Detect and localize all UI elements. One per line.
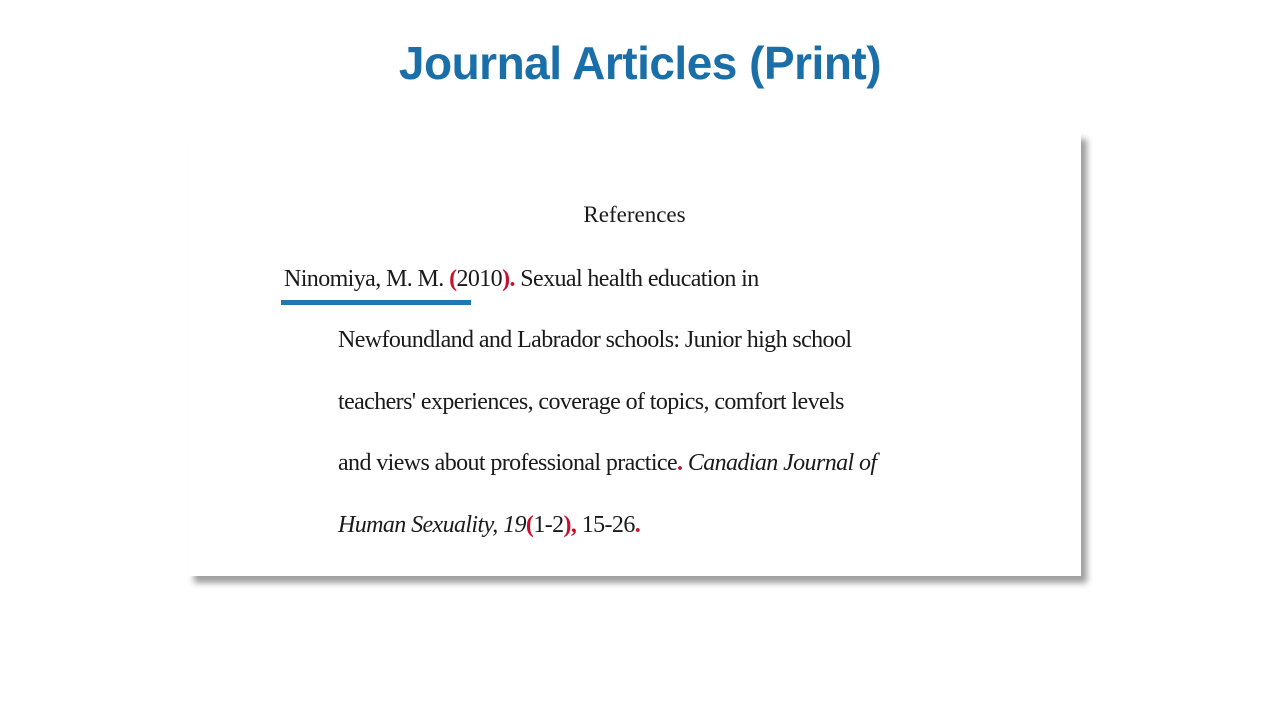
page-range: 15-26 (576, 512, 635, 538)
author-underline (281, 300, 471, 305)
title-period: . (677, 450, 683, 476)
journal-name-end: Human Sexuality, (338, 512, 504, 538)
citation-line-3: teachers' experiences, coverage of topics, comfort levels (338, 389, 844, 415)
issue-number: 1-2 (533, 512, 564, 538)
issue-open-paren: ( (525, 512, 534, 538)
issue-close-paren: ), (563, 512, 577, 538)
citation-line-5 (338, 512, 640, 539)
article-title-end: and views about professional practice (338, 450, 678, 476)
year-open-paren: ( (449, 266, 457, 292)
journal-name-start: Canadian Journal of (682, 450, 877, 476)
citation-line-4 (338, 450, 876, 477)
final-period: . (634, 512, 641, 538)
citation-author: Ninomiya, M. M. (284, 266, 450, 292)
references-heading: References (583, 202, 686, 227)
citation-year: 2010 (456, 266, 503, 292)
document-page (188, 132, 1081, 576)
year-close-paren: ). (502, 266, 515, 292)
article-title-start: Sexual health education in (514, 266, 759, 292)
slide-title: Journal Articles (Print) (398, 37, 882, 89)
volume-number: 19 (503, 512, 526, 538)
citation-line-2: Newfoundland and Labrador schools: Junior high school (338, 327, 852, 353)
citation-line-1 (284, 266, 759, 293)
